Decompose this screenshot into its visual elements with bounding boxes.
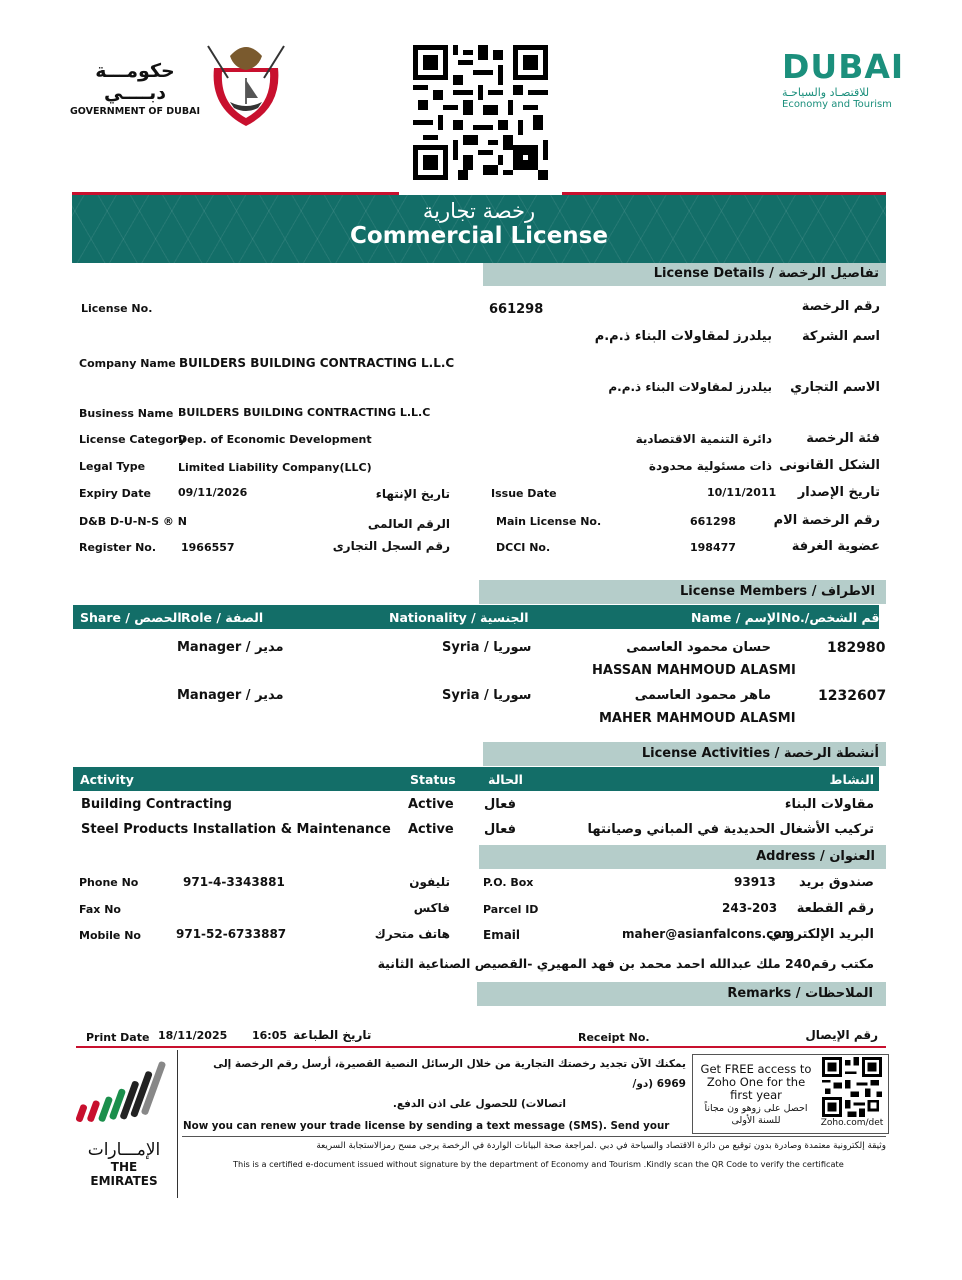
col-status-ar: الحالة bbox=[488, 772, 523, 787]
certification-ar: وثيقة إلكترونية معتمدة وصادرة بدون توقيع من دائرة الاقتصاد والسياحة في دبي .لمراجعة صحة البيانات الواردة في الرخصة يرجى مسح رمزالاستجابة السريعة bbox=[316, 1141, 886, 1151]
expiry-date-value: 09/11/2026 bbox=[178, 486, 248, 499]
parcel-id-label: Parcel ID bbox=[483, 903, 539, 916]
issue-date-ar-label: تاريخ الإصدار bbox=[797, 485, 880, 500]
mobile-label: Mobile No bbox=[79, 929, 141, 942]
member-1-role: Manager / مدير bbox=[177, 640, 284, 655]
footer-thin-divider bbox=[182, 1136, 886, 1137]
company-name-ar-label: اسم الشركة bbox=[801, 329, 880, 344]
license-category-ar-label: فئة الرخصة bbox=[806, 431, 880, 446]
activity-1-status-ar: فعال bbox=[484, 797, 517, 812]
qr-code-icon bbox=[413, 45, 548, 180]
dubai-brand-text: DUBAI bbox=[782, 47, 905, 86]
register-no-value: 1966557 bbox=[181, 541, 235, 554]
license-category-ar-value: دائرة التنمية الاقتصادية bbox=[635, 432, 772, 446]
parcel-id-ar-label: رقم القطعة bbox=[796, 901, 874, 916]
col-status: Status bbox=[410, 772, 456, 787]
print-date-value: 18/11/2025 bbox=[158, 1029, 228, 1042]
email-ar-label: البريد الإلكتروني bbox=[768, 927, 874, 942]
license-banner bbox=[72, 195, 886, 263]
col-activity-ar: النشاط bbox=[829, 772, 874, 787]
phone-label: Phone No bbox=[79, 876, 139, 889]
zoho-url: Zoho.com/det bbox=[820, 1118, 884, 1128]
member-2-name-en: MAHER MAHMOUD ALASMI bbox=[599, 711, 796, 726]
trade-name-ar-value: بيلدرز لمقاولات البناء ذ.م.م bbox=[608, 380, 772, 394]
main-license-label: Main License No. bbox=[496, 515, 602, 528]
dcci-no-ar-label: عضوية الغرفة bbox=[791, 539, 880, 554]
address-title: Address / العنوان bbox=[756, 849, 875, 864]
fax-ar-label: فاكس bbox=[413, 901, 450, 915]
dubai-emblem-icon bbox=[200, 38, 292, 130]
business-name-value: BUILDERS BUILDING CONTRACTING L.L.C bbox=[178, 406, 431, 419]
company-name-label: Company Name bbox=[79, 357, 176, 370]
dcci-no-label: DCCI No. bbox=[496, 541, 551, 554]
trade-name-ar-label: الاسم التجاري bbox=[790, 380, 880, 395]
sms-renewal-ar-2: اتصالات) للحصول على اذن الدفع. bbox=[392, 1098, 566, 1110]
activity-2-name-ar: تركيب الأشغال الحديدية في المباني وصيانتها bbox=[587, 822, 874, 837]
sms-renewal-ar-1: يمكنك الآن تجديد رخصتك التجارية من خلال الرسائل النصية القصيرة، أرسل رقم الرخصة إلى 6969 (دو/ bbox=[213, 1058, 686, 1090]
print-date-ar-label: تاريخ الطباعة bbox=[293, 1028, 372, 1042]
col-activity: Activity bbox=[80, 772, 134, 787]
print-date-label: Print Date bbox=[86, 1031, 150, 1044]
gov-of-dubai-logo bbox=[70, 60, 201, 117]
member-1-name-en: HASSAN MAHMOUD ALASMI bbox=[592, 663, 796, 678]
legal-type-label: Legal Type bbox=[79, 460, 146, 473]
register-no-ar-label: رقم السجل التجارى bbox=[332, 539, 450, 553]
member-1-nationality: Syria / سوريا bbox=[442, 640, 532, 655]
license-no-ar-label: رقم الرخصة bbox=[801, 299, 880, 314]
zoho-promo-ar: احصل على زوهو ون مجاناً للسنة الأولى bbox=[704, 1103, 808, 1126]
license-category-label: License Category bbox=[79, 433, 186, 446]
activities-table-header bbox=[73, 767, 879, 791]
banner-title-ar: رخصة تجارية bbox=[422, 199, 536, 223]
main-license-value: 661298 bbox=[690, 515, 736, 528]
mobile-value: 971-52-6733887 bbox=[176, 927, 287, 941]
zoho-qr-icon bbox=[821, 1057, 883, 1117]
dubai-en-text: Economy and Tourism bbox=[782, 99, 892, 110]
member-1-person-no: 182980 bbox=[827, 640, 886, 656]
member-2-role: Manager / مدير bbox=[177, 688, 284, 703]
zoho-promo-en: Get FREE access to Zoho One for the first year bbox=[700, 1062, 812, 1102]
legal-type-ar-value: ذات مسئولية محدودة bbox=[648, 459, 772, 473]
fax-label: Fax No bbox=[79, 903, 121, 916]
phone-ar-label: تليفون bbox=[409, 875, 450, 889]
footer-divider bbox=[76, 1046, 886, 1048]
print-time-value: 16:05 bbox=[252, 1029, 288, 1042]
col-name: Name / الإسم bbox=[691, 610, 781, 625]
col-share: Share / الحصص bbox=[80, 610, 182, 625]
receipt-no-label: Receipt No. bbox=[578, 1031, 650, 1044]
po-box-value: 93913 bbox=[734, 875, 776, 889]
uae-flag-bars-icon bbox=[76, 1056, 166, 1136]
license-category-value: Dep. of Economic Development bbox=[178, 433, 372, 446]
parcel-id-value: 243-203 bbox=[722, 901, 778, 915]
legal-type-value: Limited Liability Company(LLC) bbox=[178, 461, 372, 474]
dcci-no-value: 198477 bbox=[690, 541, 736, 554]
business-name-label: Business Name bbox=[79, 407, 174, 420]
duns-ar-label: الرقم العالمى bbox=[367, 517, 450, 531]
full-address-ar: مكتب رقم240 ملك عبدالله احمد محمد بن فهد المهيري -القصيص الصناعية الثانية bbox=[377, 956, 874, 971]
mobile-ar-label: هاتف متحرك bbox=[374, 927, 450, 941]
license-no-value: 661298 bbox=[489, 302, 544, 317]
members-title: License Members / الاطراف bbox=[680, 584, 875, 599]
emirates-ar-text: الإمـــارات bbox=[87, 1140, 161, 1160]
gov-ar-text: حكومـــة دبــــي bbox=[95, 60, 175, 104]
po-box-label: P.O. Box bbox=[483, 876, 534, 889]
legal-type-ar-label: الشكل القانونى bbox=[779, 458, 880, 473]
sms-renewal-box bbox=[183, 1054, 686, 1134]
emirates-en-text: THE EMIRATES bbox=[90, 1160, 158, 1188]
company-name-ar-value: بيلدرز لمقاولات البناء ذ.م.م bbox=[594, 329, 772, 344]
member-2-nationality: Syria / سوريا bbox=[442, 688, 532, 703]
issue-date-value: 10/11/2011 bbox=[707, 486, 777, 499]
receipt-no-ar-label: رقم الإيصال bbox=[805, 1028, 878, 1042]
activities-title: License Activities / أنشطة الرخصة bbox=[641, 746, 879, 761]
col-person-no: No./رقم الشخص bbox=[781, 610, 887, 625]
duns-label: D&B D-U-N-S ® N bbox=[79, 515, 187, 528]
footer-vertical-divider bbox=[177, 1050, 178, 1198]
license-no-label: License No. bbox=[81, 302, 153, 315]
activity-2-status: Active bbox=[408, 822, 454, 837]
expiry-date-label: Expiry Date bbox=[79, 487, 151, 500]
activity-2-status-ar: فعال bbox=[484, 822, 517, 837]
activity-2-name: Steel Products Installation & Maintenance bbox=[81, 822, 391, 837]
gov-en-text: GOVERNMENT OF DUBAI bbox=[70, 106, 201, 117]
activity-1-status: Active bbox=[408, 797, 454, 812]
col-nationality: Nationality / الجنسية bbox=[389, 610, 529, 625]
issue-date-label: Issue Date bbox=[491, 487, 557, 500]
email-value: maher@asianfalcons.com bbox=[622, 927, 795, 941]
zoho-promo-box bbox=[692, 1054, 889, 1134]
company-name-value: BUILDERS BUILDING CONTRACTING L.L.C bbox=[179, 356, 455, 370]
banner-title-en: Commercial License bbox=[350, 223, 608, 249]
sms-renewal-en: Now you can renew your trade license by sending a text message (SMS). Send your bbox=[183, 1120, 670, 1132]
expiry-date-ar-label: تاريخ الإنتهاء bbox=[375, 487, 450, 501]
certification-en: This is a certified e-document issued without signature by the department of Economy and Tourism .Kindly scan the QR Code to verify the certificate bbox=[233, 1159, 844, 1169]
col-role: Role / الصفة bbox=[181, 610, 264, 625]
phone-value: 971-4-3343881 bbox=[183, 875, 285, 889]
activity-1-name: Building Contracting bbox=[81, 797, 232, 812]
email-label: Email bbox=[483, 928, 521, 942]
dubai-ar-text: للاقتصـاد والسياحـة bbox=[782, 86, 870, 99]
member-1-name-ar: حسان محمود العاسمى bbox=[626, 640, 771, 655]
dubai-det-logo bbox=[782, 47, 905, 118]
activity-1-name-ar: مقاولات البناء bbox=[784, 797, 874, 812]
member-2-name-ar: ماهر محمود العاسمى bbox=[634, 688, 771, 703]
uae-emirates-logo bbox=[76, 1056, 176, 1186]
member-2-person-no: 1232607 bbox=[818, 688, 887, 704]
main-license-ar-label: رقم الرخصة الام bbox=[773, 513, 880, 528]
register-no-label: Register No. bbox=[79, 541, 157, 554]
po-box-ar-label: صندوق بريد bbox=[799, 875, 874, 890]
license-details-title: License Details / تفاصيل الرخصة bbox=[653, 266, 879, 281]
remarks-title: Remarks / الملاحظات bbox=[727, 986, 873, 1001]
